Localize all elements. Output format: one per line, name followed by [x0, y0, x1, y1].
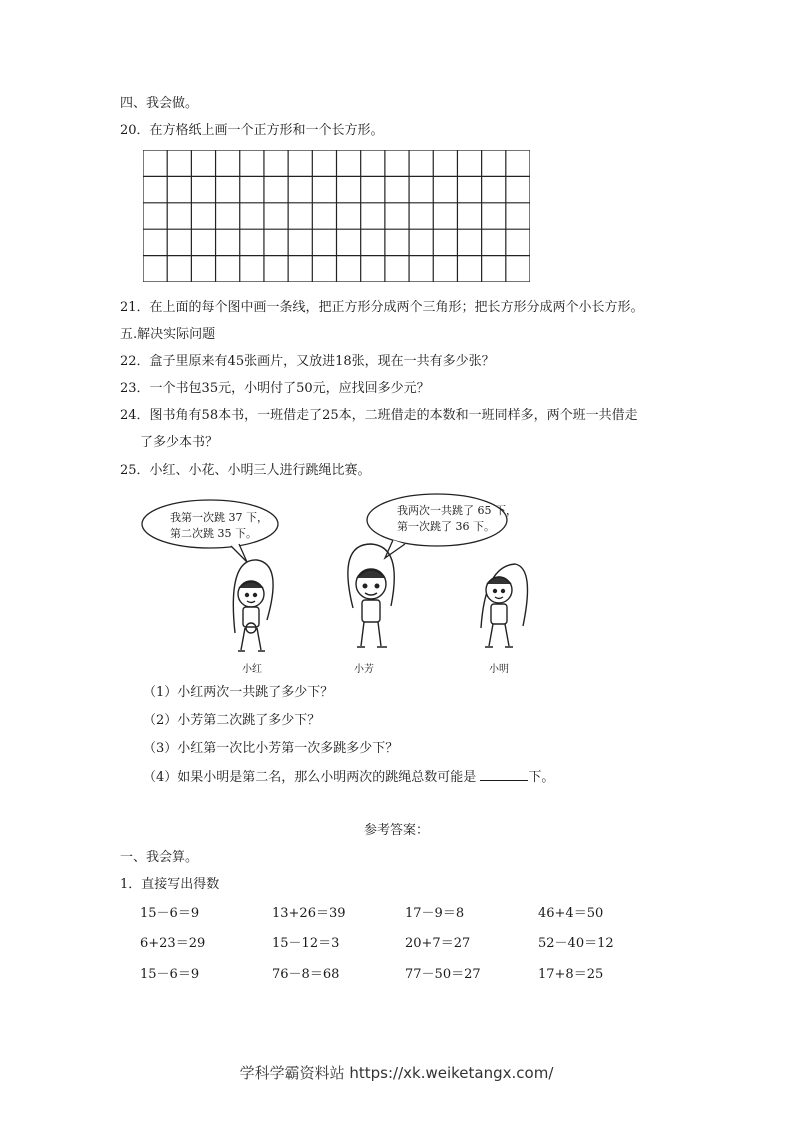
- answer-cell: 77－50＝27: [405, 967, 481, 982]
- question-21: 21．在上面的每个图中画一条线，把正方形分成两个三角形；把长方形分成两个小长方形。: [120, 300, 644, 315]
- answer-cell: 20+7＝27: [405, 936, 471, 951]
- q25-sub2: （2）小芳第二次跳了多少下？: [143, 713, 321, 728]
- answer-cell: 52－40＝12: [538, 936, 614, 951]
- answer-cell: 13+26＝39: [272, 906, 346, 921]
- q25-sub1: （1）小红两次一共跳了多少下？: [143, 685, 334, 700]
- answer-cell: 17+8＝25: [538, 967, 604, 982]
- answer-cell: 46+4＝50: [538, 906, 604, 921]
- bubble-right-line2: 第一次跳了 36 下。: [397, 520, 495, 533]
- footer-watermark: 学科学霸资料站 https://xk.weiketangx.com/: [239, 1064, 554, 1082]
- answer-blank: [480, 768, 528, 781]
- kid-label-xiaohong: 小红: [242, 664, 262, 675]
- answer-cell: 15－12＝3: [272, 936, 340, 951]
- question-23: 23．一个书包35元，小明付了50元，应找回多少元？: [120, 381, 430, 396]
- bubble-left-line2: 第二次跳 35 下。: [170, 527, 257, 540]
- answers-q1: 1．直接写出得数: [120, 877, 220, 892]
- question-22: 22．盒子里原来有45张画片，又放进18张，现在一共有多少张？: [120, 354, 495, 369]
- q25-sub4-prefix: （4）如果小明是第二名，那么小明两次的跳绳总数可能是: [143, 770, 477, 785]
- q25-sub4-suffix: 下。: [528, 770, 555, 785]
- bubble-left-line1: 我第一次跳 37 下，: [170, 511, 268, 524]
- question-20: 20．在方格纸上画一个正方形和一个长方形。: [120, 123, 384, 138]
- q25-sub3: （3）小红第一次比小芳第一次多跳多少下？: [143, 741, 399, 756]
- answer-cell: 15－6＝9: [140, 906, 200, 921]
- question-24-line2: 了多少本书？: [140, 435, 219, 450]
- answers-title: 参考答案：: [363, 823, 429, 838]
- grid-paper: [143, 150, 530, 282]
- kid-label-xiaofang: 小芳: [354, 664, 374, 675]
- answer-cell: 6+23＝29: [140, 936, 206, 951]
- answers-heading: 一、我会算。: [120, 850, 199, 865]
- kid-xiaoming-figure: [481, 564, 528, 647]
- question-24-line1: 24．图书角有58本书，一班借走了25本，二班借走的本数和一班同样多，两个班一共借走: [120, 408, 638, 423]
- bubble-right-line1: 我两次一共跳了 65 下，: [397, 504, 517, 517]
- kid-xiaofang-figure: [348, 544, 394, 647]
- kid-xiaohong-figure: [233, 560, 273, 651]
- answer-cell: 17－9＝8: [405, 906, 465, 921]
- answer-cell: 76－8＝68: [272, 967, 340, 982]
- kid-label-xiaoming: 小明: [489, 664, 509, 675]
- answer-cell: 15－6＝9: [140, 967, 200, 982]
- question-25: 25．小红、小花、小明三人进行跳绳比赛。: [120, 463, 371, 478]
- section4-heading: 四、我会做。: [120, 96, 199, 111]
- section5-heading: 五.解决实际问题: [120, 327, 216, 342]
- q25-sub4: [143, 768, 554, 787]
